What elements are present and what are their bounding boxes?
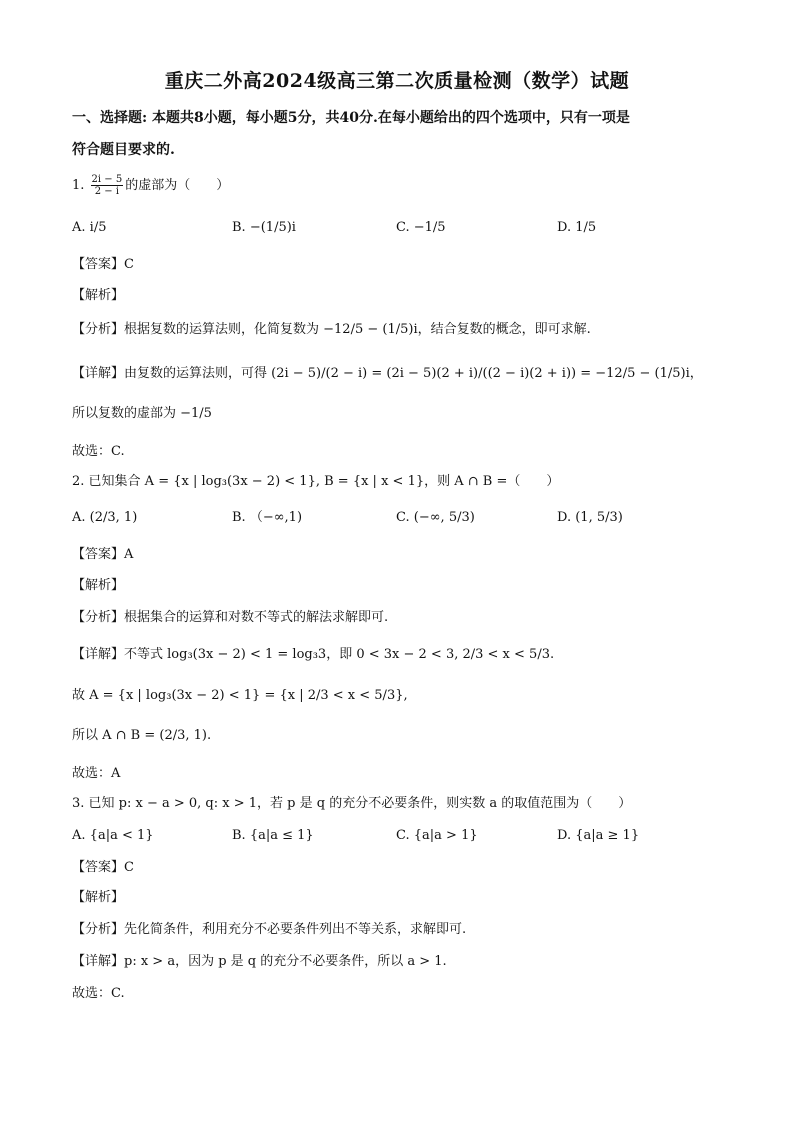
q2-option-a: [72, 508, 137, 528]
q1-frac-denominator: 2 − i: [94, 186, 120, 197]
q1-option-d: [557, 218, 596, 238]
option-label: A.: [72, 510, 86, 525]
option-label: C.: [396, 220, 410, 235]
q1-option-c: [396, 218, 446, 238]
option-label: D.: [557, 510, 572, 525]
section-heading-line1: 一、选择题: 本题共8小题，每小题5分，共40分.在每小题给出的四个选项中，只有一项是: [72, 110, 630, 126]
q1-stem-tail: 的虚部为（ ）: [125, 178, 230, 193]
q1-option-a: [72, 218, 106, 238]
option-label: B.: [232, 828, 246, 843]
q1-option-b: [232, 218, 296, 238]
q1-answer: 【答案】C: [72, 257, 134, 272]
q2-option-d: [557, 508, 623, 528]
q1-frac-numerator: 2i − 5: [91, 174, 123, 185]
q3-fenxi: 【分析】先化简条件，利用充分不必要条件列出不等关系，求解即可.: [72, 922, 467, 937]
q2-answer: 【答案】A: [72, 547, 134, 562]
option-text: (2/3, 1): [89, 510, 138, 525]
q1-choice: 故选：C.: [72, 444, 125, 459]
q3-option-a: [72, 826, 154, 846]
option-label: B.: [232, 220, 246, 235]
q2-option-b: [232, 508, 302, 528]
option-label: D.: [557, 220, 572, 235]
option-text: {a|a ≤ 1}: [249, 828, 314, 843]
option-label: D.: [557, 828, 572, 843]
q3-stem: 3. 已知 p: x − a > 0, q: x > 1，若 p 是 q 的充分不必要条件，则实数 a 的取值范围为（ ）: [72, 796, 632, 811]
q3-choice: 故选：C.: [72, 986, 125, 1001]
option-text: (1, 5/3): [575, 510, 623, 525]
option-text: 1/5: [575, 220, 597, 235]
q1-xiangjie: 【详解】由复数的运算法则，可得 (2i − 5)/(2 − i) = (2i − 5)(2 + i)/((2 − i)(2 + i)) = −12/5 − (1/5)i，: [72, 366, 703, 381]
q3-option-c: [396, 826, 478, 846]
q1-stem: [72, 174, 229, 197]
q3-option-b: [232, 826, 314, 846]
option-text: {a|a > 1}: [413, 828, 478, 843]
q3-option-d: [557, 826, 639, 846]
option-label: A.: [72, 220, 86, 235]
q1-fenxi: 【分析】根据复数的运算法则，化简复数为 −12/5 − (1/5)i，结合复数的概念，即可求解.: [72, 322, 591, 337]
q2-xiangjie: 【详解】不等式 log₃(3x − 2) < 1 = log₃3，即 0 < 3x − 2 < 3, 2/3 < x < 5/3.: [72, 647, 555, 662]
q1-number: 1.: [72, 178, 85, 193]
option-text: −(1/5)i: [249, 220, 296, 235]
section-heading-line2: 符合题目要求的.: [72, 142, 175, 158]
q2-stem: 2. 已知集合 A = {x | log₃(3x − 2) < 1}, B = {x | x < 1}，则 A ∩ B =（ ）: [72, 474, 560, 489]
q3-xiangjie: 【详解】p: x > a，因为 p 是 q 的充分不必要条件，所以 a > 1.: [72, 954, 447, 969]
q1-conclusion: 所以复数的虚部为 −1/5: [72, 406, 212, 421]
q3-answer: 【答案】C: [72, 860, 134, 875]
q1-analysis-tag: 【解析】: [72, 288, 125, 303]
option-label: B.: [232, 510, 246, 525]
option-label: C.: [396, 828, 410, 843]
option-label: A.: [72, 828, 86, 843]
q2-fenxi: 【分析】根据集合的运算和对数不等式的解法求解即可.: [72, 610, 389, 625]
option-text: i/5: [89, 220, 107, 235]
option-text: −1/5: [413, 220, 446, 235]
option-label: C.: [396, 510, 410, 525]
q2-option-c: [396, 508, 475, 528]
option-text: {a|a < 1}: [89, 828, 154, 843]
q2-step3: 所以 A ∩ B = (2/3, 1).: [72, 728, 212, 743]
page-title: 重庆二外高2024级高三第二次质量检测（数学）试题: [164, 70, 630, 92]
q2-analysis-tag: 【解析】: [72, 578, 125, 593]
q1-fraction: [91, 174, 124, 197]
option-text: （−∞,1): [249, 510, 303, 525]
q2-choice: 故选：A: [72, 766, 121, 781]
option-text: {a|a ≥ 1}: [575, 828, 640, 843]
q3-analysis-tag: 【解析】: [72, 890, 125, 905]
option-text: (−∞, 5/3): [413, 510, 475, 525]
q2-step2: 故 A = {x | log₃(3x − 2) < 1} = {x | 2/3 < x < 5/3},: [72, 688, 408, 703]
